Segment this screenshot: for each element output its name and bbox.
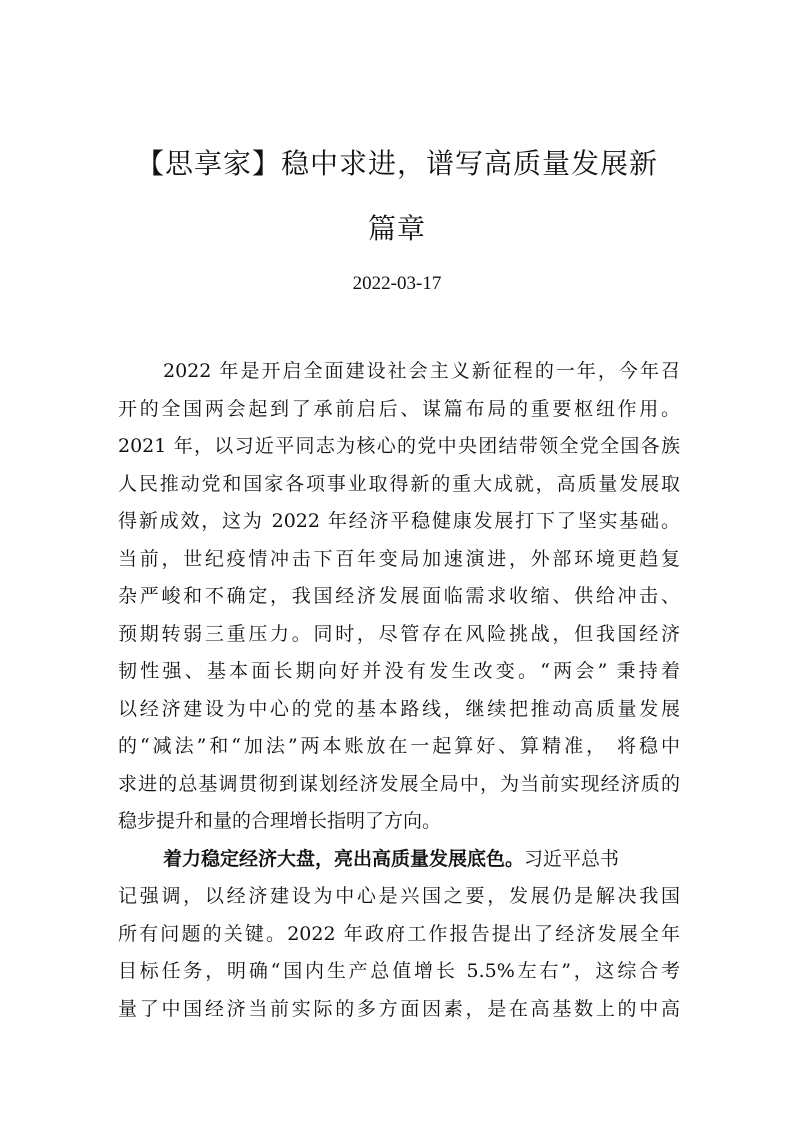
paragraph-1-line: 预期转弱三重压力。同时，尽管存在风险挑战，但我国经济 [118, 623, 680, 645]
paragraph-1-line: 杂严峻和不确定，我国经济发展面临需求收缩、供给冲击、 [118, 585, 680, 607]
paragraph-1-line: 以经济建设为中心的党的基本路线，继续把推动高质量发展 [118, 698, 680, 720]
paragraph-2-line: 所有问题的关键。2022 年政府工作报告提出了经济发展全年 [118, 923, 680, 945]
paragraph-2-lead-text: 习近平总书 [524, 848, 620, 870]
paragraph-2-line: 记强调，以经济建设为中心是兴国之要，发展仍是解决我国 [118, 885, 680, 907]
publish-date: 2022-03-17 [352, 273, 442, 294]
paragraph-1-line: 得新成效，这为 2022 年经济平稳健康发展打下了坚实基础。 [118, 510, 680, 532]
paragraph-1-line: 开的全国两会起到了承前启后、谋篇布局的重要枢纽作用。 [118, 398, 680, 420]
paragraph-2-first-line [163, 845, 680, 873]
article-title-line-2: 篇章 [367, 212, 426, 245]
paragraph-1-line: 的“减法”和“加法”两本账放在一起算好、算精准， 将稳中 [118, 735, 680, 757]
article-title-line-1: 【思享家】稳中求进，谱写高质量发展新 [135, 147, 658, 180]
paragraph-2-line: 量了中国经济当前实际的多方面因素，是在高基数上的中高 [118, 998, 680, 1020]
paragraph-1-line: 韧性强、基本面长期向好并没有发生改变。“两会” 秉持着 [118, 660, 680, 682]
paragraph-1-line: 2022 年是开启全面建设社会主义新征程的一年，今年召 [163, 360, 680, 382]
paragraph-1-line: 求进的总基调贯彻到谋划经济发展全局中，为当前实现经济质的 [118, 773, 680, 795]
paragraph-1-line: 当前，世纪疫情冲击下百年变局加速演进，外部环境更趋复 [118, 548, 680, 570]
paragraph-2-heading: 着力稳定经济大盘，亮出高质量发展底色。 [163, 848, 525, 870]
paragraph-2-line: 目标任务，明确“国内生产总值增长 5.5%左右”，这综合考 [118, 960, 680, 982]
paragraph-1-line: 2021 年，以习近平同志为核心的党中央团结带领全党全国各族 [118, 435, 680, 457]
paragraph-1-line: 人民推动党和国家各项事业取得新的重大成就，高质量发展取 [118, 473, 680, 495]
paragraph-1-line: 稳步提升和量的合理增长指明了方向。 [118, 810, 442, 832]
